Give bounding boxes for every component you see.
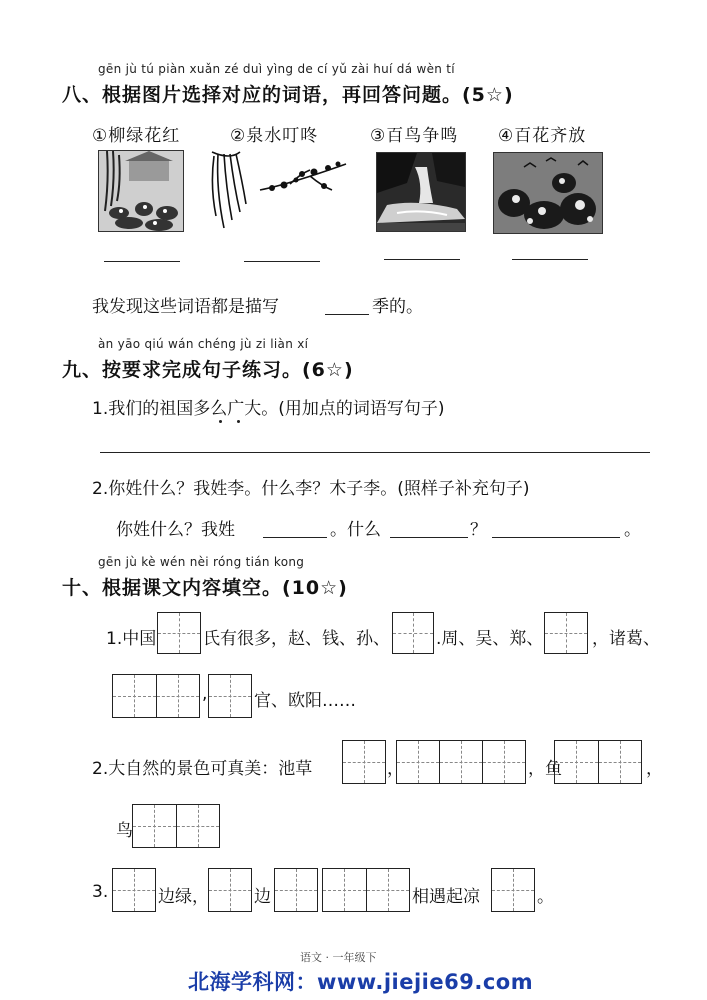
s1-f: 官、欧阳…… [254, 691, 356, 711]
writing-box[interactable] [491, 868, 535, 912]
picture-willow-branch [210, 150, 350, 230]
surname-blank[interactable] [263, 537, 327, 538]
s2-a: 2.大自然的景色可真美：池草 [92, 759, 313, 779]
option-1: ①柳绿花红 [92, 126, 181, 146]
s1-b: 氏有很多，赵、钱、孙、 [203, 629, 390, 649]
writing-box[interactable] [342, 740, 386, 784]
q8-pinyin: gēn jù tú piàn xuǎn zé duì yìng de cí yǔ zài huí dá wèn tí [98, 62, 455, 76]
writing-box[interactable] [208, 674, 252, 718]
s1-e: , [202, 684, 208, 704]
picture-birds-flowers [493, 152, 603, 234]
s3-e: 。 [537, 887, 554, 907]
writing-box[interactable] [208, 868, 252, 912]
writing-box[interactable] [392, 612, 434, 654]
s3-a: 3. [92, 882, 109, 902]
writing-box[interactable] [544, 612, 588, 654]
q8-title: 八、根据图片选择对应的词语，再回答问题。(5☆) [62, 84, 514, 106]
s3-d: 相遇起凉 [412, 887, 480, 907]
sentence-answer-line[interactable] [100, 452, 650, 453]
s1-a: 1.中国 [106, 629, 157, 649]
what-blank[interactable] [390, 537, 468, 538]
q9-item2: 2.你姓什么？我姓李。什么李？木子李。(照样子补充句子) [92, 479, 530, 499]
q9-pinyin: àn yāo qiú wán chéng jù zi liàn xí [98, 337, 309, 351]
q10-pinyin: gēn jù kè wén nèi róng tián kong [98, 555, 305, 569]
writing-box[interactable] [274, 868, 318, 912]
answer-blank-1[interactable] [104, 261, 180, 262]
writing-box-double[interactable] [132, 804, 220, 848]
footer-grade: 语文 · 一年级下 [300, 951, 377, 964]
answer-blank-3[interactable] [384, 259, 460, 260]
q9-fill-d: 。 [624, 520, 641, 540]
season-blank[interactable] [325, 314, 369, 315]
writing-box[interactable] [112, 868, 156, 912]
q8-question-after: 季的。 [372, 297, 423, 317]
answer-blank-4[interactable] [512, 259, 588, 260]
s2-d: ， [646, 759, 663, 779]
picture-willow-flowers [98, 150, 184, 232]
q9-item1: 1.我们的祖国多么广大。(用加点的词语写句子) [92, 399, 445, 419]
emphasis-dot-1 [219, 420, 222, 423]
s2-e: 鸟 [116, 821, 133, 841]
writing-box-quad[interactable] [396, 740, 526, 784]
writing-box[interactable] [157, 612, 201, 654]
s2-c: ，鱼 [528, 759, 562, 779]
writing-box-double[interactable] [554, 740, 642, 784]
q9-fill-c: ？ [470, 520, 487, 540]
footer-site: 北海学科网：www.jiejie69.com [188, 970, 534, 994]
emphasis-dot-2 [237, 420, 240, 423]
option-3: ③百鸟争鸣 [370, 126, 459, 146]
s1-c: .周、吴、郑、 [436, 629, 544, 649]
answer-sentence-blank[interactable] [492, 537, 620, 538]
q10-title: 十、根据课文内容填空。(10☆) [62, 577, 348, 599]
option-2: ②泉水叮咚 [230, 126, 319, 146]
s3-b: 边绿， [158, 887, 209, 907]
q9-fill-b: 。什么 [330, 520, 381, 540]
q9-title: 九、按要求完成句子练习。(6☆) [62, 359, 354, 381]
writing-box-double[interactable] [322, 868, 410, 912]
q8-question-before: 我发现这些词语都是描写 [92, 297, 279, 317]
s2-b: ， [387, 759, 404, 779]
answer-blank-2[interactable] [244, 261, 320, 262]
writing-box-double[interactable] [112, 674, 200, 718]
q9-fill-a: 你姓什么？我姓 [116, 520, 235, 540]
s1-d: ，诸葛、 [592, 629, 660, 649]
option-4: ④百花齐放 [498, 126, 587, 146]
picture-waterfall [376, 152, 466, 232]
s3-c: 边 [254, 887, 271, 907]
